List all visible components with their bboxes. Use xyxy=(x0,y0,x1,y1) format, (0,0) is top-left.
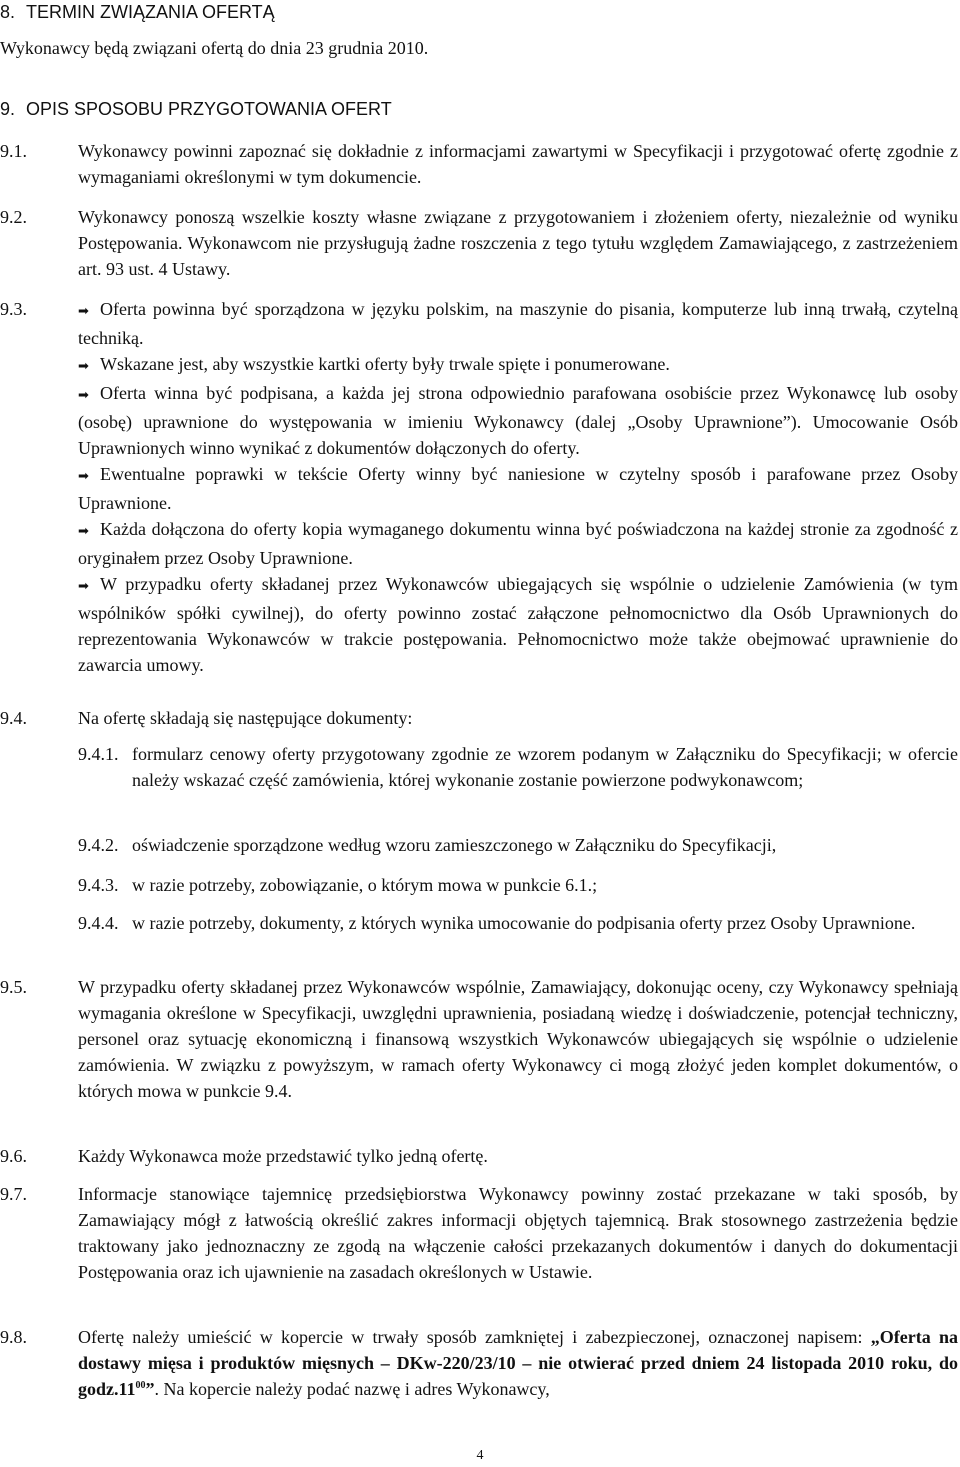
item-text: oświadczenie sporządzone według wzoru zamieszczonego w Załączniku do Specyfikacji, xyxy=(132,835,777,855)
bullet-item: ➡ Wskazane jest, aby wszystkie kartki oferty były trwale spięte i ponumerowane. xyxy=(78,351,958,380)
arrow-right-icon: ➡ xyxy=(78,524,89,539)
item-9-7 xyxy=(0,1181,958,1285)
item-bullets xyxy=(78,296,958,678)
item-number: 9.4.1. xyxy=(78,744,119,764)
item-text: Wykonawcy ponoszą wszelkie koszty własne związane z przygotowaniem i złożeniem oferty, niezależnie od wyniku Postępowania. Wykonawcom nie przysługują żadne roszczenia z tego tytułu względem Zamawiającego, z zastrzeżeniem art. 93 ust. 4 Ustawy. xyxy=(78,207,958,279)
item-text: w razie potrzeby, zobowiązanie, o którym mowa w punkcie 6.1.; xyxy=(132,875,598,895)
item-9-4-4 xyxy=(78,910,958,936)
item-9-5 xyxy=(0,974,958,1104)
page-number: 4 xyxy=(476,1448,484,1463)
envelope-label: „Oferta na dostawy mięsa i produktów mięsnych – DKw-220/23/10 – nie otwierać przed dniem 24 listopada 2010 roku, do $godz.11^{00}$” xyxy=(78,1327,958,1399)
item-number: 9.4.2. xyxy=(78,835,119,855)
item-text: Wykonawcy powinni zapoznać się dokładnie z informacjami zawartymi w Specyfikacji i przygotować ofertę zgodnie z wymaganiami określonymi w tym dokumencie. xyxy=(78,141,958,187)
section-number: 9. xyxy=(0,99,16,119)
item-text: W przypadku oferty składanej przez Wykonawców wspólnie, Zamawiający, dokonując oceny, czy Wykonawcy spełniają wymagania określone w Specyfikacji, uwzględni uprawnienia, posiadaną wiedzę i doświadczenie, potencjał techniczny, personel oraz sytuację ekonomiczną i finansową wszystkich Wykonawców ubiegających się wspólnie o udzielenie zamówienia. W związku z powyższym, w ramach oferty Wykonawcy ci mogą złożyć jeden komplet dokumentów, o których mowa w punkcie 9.4. xyxy=(78,977,958,1101)
section-title: OPIS SPOSOBU PRZYGOTOWANIA OFERT xyxy=(26,99,392,119)
item-9-4-1 xyxy=(78,741,958,793)
item-9-4-3 xyxy=(78,872,958,898)
bullet-item: ➡ Ewentualne poprawki w tekście Oferty winny być naniesione w czytelny sposób i parafowane przez Osoby Uprawnione. xyxy=(78,464,958,513)
item-number: 9.6. xyxy=(0,1146,27,1166)
arrow-right-icon: ➡ xyxy=(78,359,89,374)
arrow-right-icon: ➡ xyxy=(78,304,89,319)
item-text: formularz cenowy oferty przygotowany zgodnie ze wzorem podanym w Załączniku do Specyfikacji; w ofercie należy wskazać część zamówienia, której wykonanie zostanie powierzone podwykonawcom; xyxy=(132,744,958,790)
arrow-right-icon: ➡ xyxy=(78,579,89,594)
item-number: 9.4.3. xyxy=(78,875,119,895)
item-number: 9.5. xyxy=(0,977,27,997)
section-8-heading xyxy=(0,0,275,24)
arrow-right-icon: ➡ xyxy=(78,388,89,403)
bullet-item: ➡ Oferta winna być podpisana, a każda jej strona odpowiednio parafowana osobiście przez Wykonawcę lub osoby (osobę) uprawnione do występowania w imieniu Wykonawcy (dalej „Osoby Uprawnione”). Umocowanie Osób Uprawnionych winno wynikać z dokumentów dołączonych do oferty. xyxy=(78,383,958,458)
item-9-4 xyxy=(0,705,958,731)
item-number: 9.1. xyxy=(0,141,27,161)
bullet-item: ➡ W przypadku oferty składanej przez Wykonawców ubiegających się wspólnie o udzielenie Zamówienia (w tym wspólników spółki cywilnej), do oferty powinno zostać załączone pełnomocnictwo dla Osób Uprawnionych do reprezentowania Wykonawców w trakcie postępowania. Pełnomocnictwo może także obejmować uprawnienie do zawarcia umowy. xyxy=(78,574,958,675)
arrow-right-icon: ➡ xyxy=(78,469,89,484)
item-text: Każdy Wykonawca może przedstawić tylko jedną ofertę. xyxy=(78,1146,488,1166)
item-number: 9.2. xyxy=(0,207,27,227)
section-title: TERMIN ZWIĄZANIA OFERTĄ xyxy=(26,2,275,22)
section-8-text: Wykonawcy będą związani ofertą do dnia 23 grudnia 2010. xyxy=(0,38,429,58)
item-text: Ofertę należy umieścić w kopercie w trwały sposób zamkniętej i zabezpieczonej, oznaczonej napisem: „Oferta na dostawy mięsa i produktów mięsnych – DKw-220/23/10 – nie otwierać przed dniem 24 listopada 2010 roku, do $godz.11^{00}$”. Na kopercie należy podać nazwę i adres Wykonawcy, xyxy=(78,1327,958,1399)
section-number: 8. xyxy=(0,2,16,22)
item-number: 9.4.4. xyxy=(78,913,119,933)
section-9-heading xyxy=(0,97,392,121)
item-number: 9.4. xyxy=(0,708,27,728)
bullet-item: ➡ Każda dołączona do oferty kopia wymaganego dokumentu winna być poświadczona na każdej stronie za zgodność z oryginałem przez Osoby Uprawnione. xyxy=(78,519,958,568)
item-text: Informacje stanowiące tajemnicę przedsiębiorstwa Wykonawcy powinny zostać przekazane w taki sposób, by Zamawiający mógł z łatwością określić zakres informacji objętych tajemnicą. Brak stosownego zastrzeżenia będzie traktowany jako jednoznaczny ze zgodą na włączenie całości przekazanych dokumentów i danych do dokumentacji Postępowania oraz ich ujawnienie na zasadach określonych w Ustawie. xyxy=(78,1184,958,1282)
item-text: w razie potrzeby, dokumenty, z których wynika umocowanie do podpisania oferty przez Osoby Uprawnione. xyxy=(132,913,916,933)
item-text: Na ofertę składają się następujące dokumenty: xyxy=(78,708,413,728)
item-9-8 xyxy=(0,1324,958,1402)
item-number: 9.8. xyxy=(0,1327,27,1347)
bullet-item: ➡ Oferta powinna być sporządzona w języku polskim, na maszynie do pisania, komputerze lub inną trwałą, czytelną techniką. xyxy=(78,299,958,348)
item-9-3 xyxy=(0,296,958,678)
item-9-1 xyxy=(0,138,958,190)
item-9-2 xyxy=(0,204,958,282)
item-number: 9.3. xyxy=(0,299,27,319)
item-number: 9.7. xyxy=(0,1184,27,1204)
item-9-6 xyxy=(0,1143,958,1169)
item-9-4-2 xyxy=(78,832,958,858)
